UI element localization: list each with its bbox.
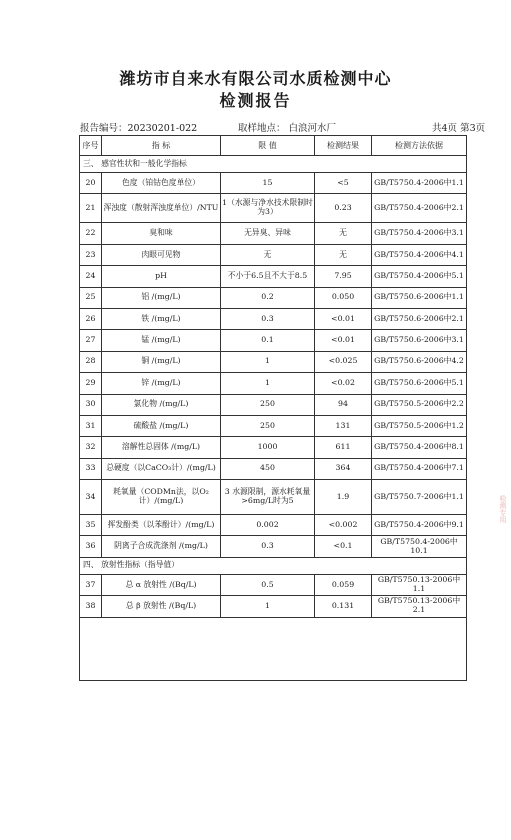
table-row	[80, 437, 467, 458]
table-row	[80, 480, 467, 515]
cell-no: 36	[80, 536, 102, 557]
table-row	[80, 596, 467, 617]
blank-row	[80, 617, 467, 680]
cell-item: 挥发酚类（以苯酚计）/(mg/L)	[102, 515, 221, 536]
cell-method: GB/T5750.4-2006中10.1	[372, 536, 467, 557]
table-row	[80, 287, 467, 308]
cell-no: 22	[80, 223, 102, 244]
cell-result: 364	[315, 458, 372, 479]
table-row	[80, 223, 467, 244]
table-row	[80, 194, 467, 223]
cell-no: 30	[80, 394, 102, 415]
cell-limit: 450	[221, 458, 315, 479]
cell-result: <0.01	[315, 330, 372, 351]
cell-method: GB/T5750.6-2006中5.1	[372, 373, 467, 394]
cell-method: GB/T5750.13-2006中2.1	[372, 596, 467, 617]
cell-no: 38	[80, 596, 102, 617]
cell-no: 26	[80, 308, 102, 329]
cell-item: 肉眼可见物	[102, 244, 221, 265]
cell-method: GB/T5750.4-2006中5.1	[372, 266, 467, 287]
cell-item: 锌 /(mg/L)	[102, 373, 221, 394]
cell-no: 24	[80, 266, 102, 287]
cell-result: <0.01	[315, 308, 372, 329]
cell-no: 23	[80, 244, 102, 265]
table-row	[80, 173, 467, 194]
table-row	[80, 351, 467, 372]
cell-limit: 0.1	[221, 330, 315, 351]
page-info: 共4页 第3页	[432, 123, 486, 134]
cell-no: 31	[80, 415, 102, 436]
cell-method: GB/T5750.4-2006中2.1	[372, 194, 467, 223]
cell-method: GB/T5750.4-2006中3.1	[372, 223, 467, 244]
table-row	[80, 458, 467, 479]
table-row	[80, 536, 467, 557]
cell-result: 0.059	[315, 574, 372, 595]
cell-method: GB/T5750.6-2006中3.1	[372, 330, 467, 351]
cell-no: 35	[80, 515, 102, 536]
cell-result: 94	[315, 394, 372, 415]
cell-result: 7.95	[315, 266, 372, 287]
cell-result: <0.1	[315, 536, 372, 557]
cell-method: GB/T5750.5-2006中1.2	[372, 415, 467, 436]
table-row	[80, 574, 467, 595]
cell-limit: 15	[221, 173, 315, 194]
cell-item: 浑浊度（散射浑浊度单位）/NTU	[102, 194, 221, 223]
cell-limit: 无	[221, 244, 315, 265]
cell-limit: 0.3	[221, 308, 315, 329]
table-header-row	[80, 136, 467, 156]
col-header-limit: 限 值	[221, 136, 315, 156]
cell-item: 色度（铂钴色度单位）	[102, 173, 221, 194]
cell-method: GB/T5750.5-2006中2.2	[372, 394, 467, 415]
cell-result: <0.025	[315, 351, 372, 372]
cell-item: 总 β 放射性 /(Bq/L)	[102, 596, 221, 617]
cell-method: GB/T5750.7-2006中1.1	[372, 480, 467, 515]
section-3-row	[80, 156, 467, 173]
cell-result: 1.9	[315, 480, 372, 515]
cell-result: <0.002	[315, 515, 372, 536]
section-3-label: 三、 感官性状和一般化学指标	[80, 156, 467, 173]
cell-no: 29	[80, 373, 102, 394]
seal-stamp-fragment: 检测专用	[499, 495, 507, 523]
cell-result: 611	[315, 437, 372, 458]
cell-limit: 1	[221, 351, 315, 372]
doc-title: 检测报告	[219, 91, 292, 110]
cell-no: 21	[80, 194, 102, 223]
cell-item: 臭和味	[102, 223, 221, 244]
cell-limit: 0.5	[221, 574, 315, 595]
cell-no: 33	[80, 458, 102, 479]
table-row	[80, 266, 467, 287]
table-row	[80, 373, 467, 394]
col-header-no: 序号	[80, 136, 102, 156]
cell-item: 耗氧量（CODMn法，以O₂计）/(mg/L)	[102, 480, 221, 515]
cell-item: 锰 /(mg/L)	[102, 330, 221, 351]
cell-limit: 3 水源限制，源水耗氧量>6mg/L时为5	[221, 480, 315, 515]
cell-result: 0.050	[315, 287, 372, 308]
cell-method: GB/T5750.4-2006中4.1	[372, 244, 467, 265]
cell-item: 铜 /(mg/L)	[102, 351, 221, 372]
cell-no: 25	[80, 287, 102, 308]
cell-limit: 1	[221, 596, 315, 617]
table-row	[80, 394, 467, 415]
cell-method: GB/T5750.4-2006中7.1	[372, 458, 467, 479]
cell-limit: 1000	[221, 437, 315, 458]
cell-limit: 250	[221, 394, 315, 415]
cell-method: GB/T5750.6-2006中1.1	[372, 287, 467, 308]
cell-item: 铁 /(mg/L)	[102, 308, 221, 329]
table-row	[80, 244, 467, 265]
cell-no: 20	[80, 173, 102, 194]
cell-no: 28	[80, 351, 102, 372]
cell-limit: 不小于6.5且不大于8.5	[221, 266, 315, 287]
cell-limit: 无异臭、异味	[221, 223, 315, 244]
cell-result: 0.23	[315, 194, 372, 223]
report-number: 报告编号：20230201-022	[80, 123, 198, 134]
cell-no: 37	[80, 574, 102, 595]
org-title: 潍坊市自来水有限公司水质检测中心	[119, 69, 392, 88]
section-4-label: 四、 放射性指标（指导值）	[80, 557, 467, 574]
cell-method: GB/T5750.6-2006中2.1	[372, 308, 467, 329]
cell-item: pH	[102, 266, 221, 287]
col-header-method: 检测方法依据	[372, 136, 467, 156]
cell-item: 溶解性总固体 /(mg/L)	[102, 437, 221, 458]
cell-method: GB/T5750.6-2006中4.2	[372, 351, 467, 372]
cell-result: 无	[315, 244, 372, 265]
cell-method: GB/T5750.4-2006中8.1	[372, 437, 467, 458]
table-row	[80, 308, 467, 329]
sample-site: 取样地点： 白浪河水厂	[238, 123, 337, 134]
cell-limit: 0.3	[221, 536, 315, 557]
cell-item: 总 α 放射性 /(Bq/L)	[102, 574, 221, 595]
table-row	[80, 330, 467, 351]
cell-item: 总硬度（以CaCO₃计）/(mg/L)	[102, 458, 221, 479]
blank-cell	[80, 617, 467, 680]
cell-limit: 1	[221, 373, 315, 394]
cell-no: 32	[80, 437, 102, 458]
cell-result: <0.02	[315, 373, 372, 394]
cell-limit: 0.2	[221, 287, 315, 308]
col-header-item: 指 标	[102, 136, 221, 156]
cell-item: 铝 /(mg/L)	[102, 287, 221, 308]
cell-limit: 250	[221, 415, 315, 436]
cell-method: GB/T5750.4-2006中1.1	[372, 173, 467, 194]
cell-item: 阴离子合成洗涤剂 /(mg/L)	[102, 536, 221, 557]
cell-method: GB/T5750.4-2006中9.1	[372, 515, 467, 536]
table-row	[80, 415, 467, 436]
cell-limit: 1（水源与净水技术限制时为3）	[221, 194, 315, 223]
cell-result: 0.131	[315, 596, 372, 617]
section-4-row	[80, 557, 467, 574]
cell-item: 硫酸盐 /(mg/L)	[102, 415, 221, 436]
cell-no: 27	[80, 330, 102, 351]
results-table	[79, 135, 467, 681]
cell-no: 34	[80, 480, 102, 515]
cell-result: 无	[315, 223, 372, 244]
col-header-result: 检测结果	[315, 136, 372, 156]
cell-result: 131	[315, 415, 372, 436]
cell-result: <5	[315, 173, 372, 194]
cell-item: 氯化物 /(mg/L)	[102, 394, 221, 415]
cell-method: GB/T5750.13-2006中1.1	[372, 574, 467, 595]
table-row	[80, 515, 467, 536]
cell-limit: 0.002	[221, 515, 315, 536]
